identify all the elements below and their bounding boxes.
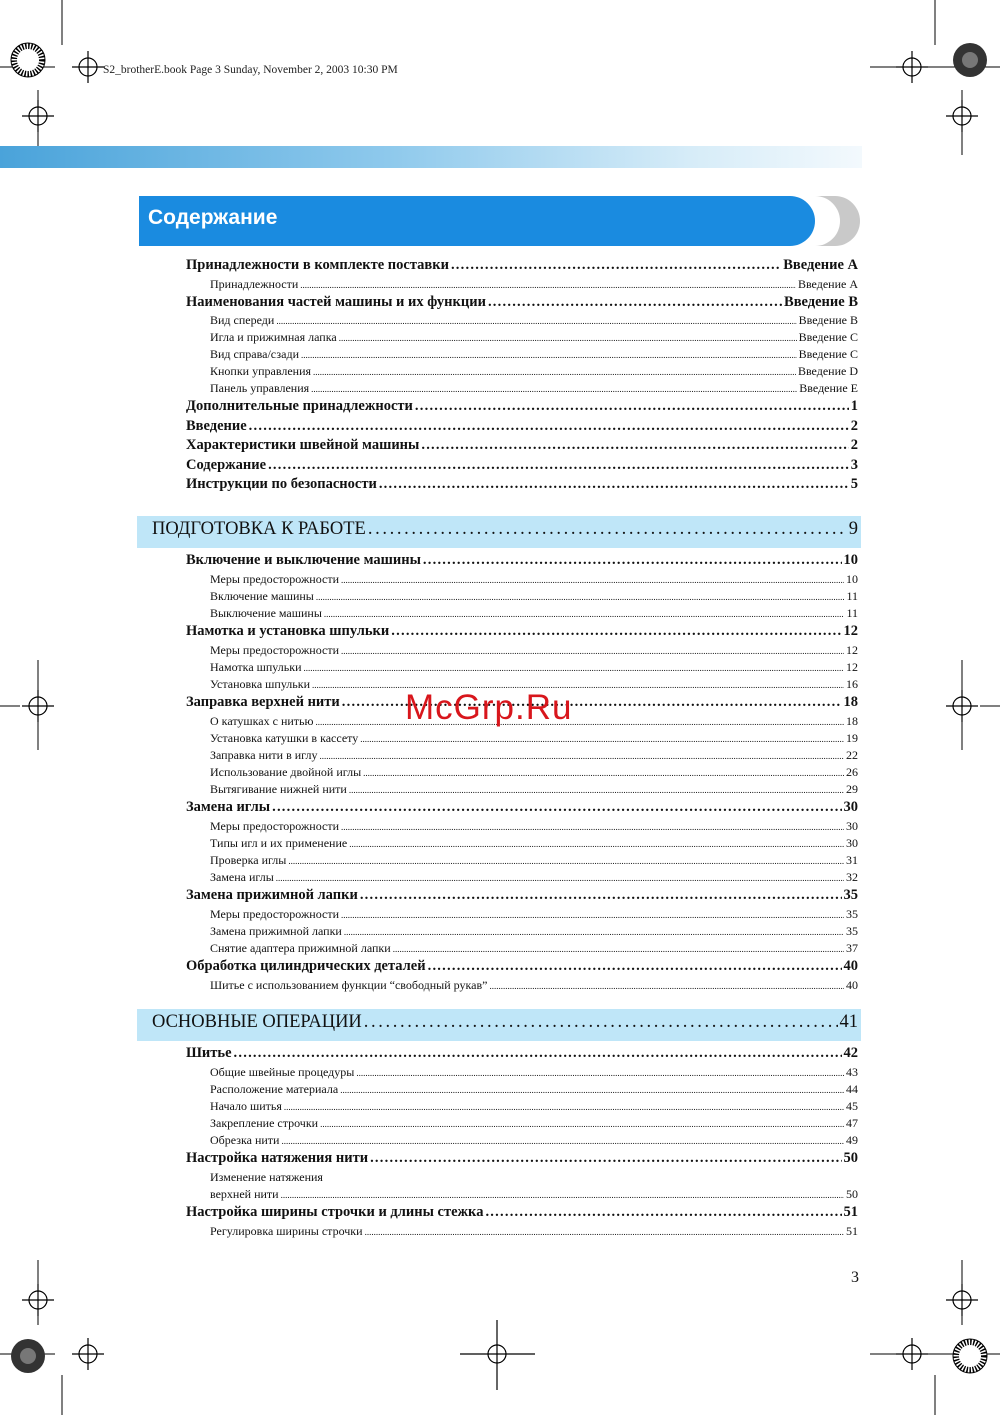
toc-entry-page: 35 bbox=[843, 887, 858, 903]
toc-entry[interactable] bbox=[186, 799, 858, 819]
toc-entry-page: 42 bbox=[843, 1045, 858, 1061]
toc-leader-dots bbox=[368, 519, 847, 540]
toc-entry-page: 35 bbox=[846, 924, 858, 938]
toc-subentry[interactable] bbox=[210, 277, 858, 294]
toc-entry-page: 51 bbox=[843, 1204, 858, 1220]
toc-entry-label: Замена иглы bbox=[186, 799, 271, 815]
toc-entry-page: 31 bbox=[846, 853, 858, 867]
toc-leader-dots bbox=[391, 623, 841, 640]
toc-entry-page: Введение C bbox=[798, 330, 858, 344]
toc-entry-label: Дополнительные принадлежности bbox=[186, 398, 413, 414]
toc-leader-dots bbox=[339, 330, 797, 345]
toc-leader-dots bbox=[341, 572, 844, 587]
toc-entry-label: Начало шитья bbox=[210, 1099, 282, 1113]
toc-entry-page: 51 bbox=[846, 1224, 858, 1238]
toc-subentry[interactable] bbox=[210, 347, 858, 364]
toc-subentry[interactable] bbox=[210, 1187, 858, 1204]
toc-entry-label: Выключение машины bbox=[210, 606, 322, 620]
toc-entry-label: Вытягивание нижней нити bbox=[210, 782, 347, 796]
toc-subentry[interactable] bbox=[210, 870, 858, 887]
toc-entry-page: 50 bbox=[846, 1187, 858, 1201]
toc-entry-page: 44 bbox=[846, 1082, 858, 1096]
toc-entry-page: Введение C bbox=[798, 347, 858, 361]
toc-entry-label: Принадлежности в комплекте поставки bbox=[186, 257, 449, 273]
toc-subentry[interactable] bbox=[210, 313, 858, 330]
toc-leader-dots bbox=[313, 364, 796, 379]
toc-entry-label: ПОДГОТОВКА К РАБОТЕ bbox=[152, 519, 366, 539]
toc-entry-label: Расположение материала bbox=[210, 1082, 339, 1096]
toc-entry[interactable] bbox=[186, 418, 858, 438]
toc-entry[interactable] bbox=[186, 457, 858, 477]
toc-entry-page: 37 bbox=[846, 941, 858, 955]
toc-leader-dots bbox=[300, 277, 796, 292]
toc-subentry[interactable] bbox=[210, 1099, 858, 1116]
toc-entry-page: 50 bbox=[843, 1150, 858, 1166]
toc-entry[interactable] bbox=[186, 294, 858, 314]
toc-leader-dots bbox=[340, 1082, 844, 1097]
toc-entry-page: 10 bbox=[843, 552, 858, 568]
toc-leader-dots bbox=[488, 294, 782, 311]
toc-entry-label: Настройка ширины строчки и длины стежка bbox=[186, 1204, 484, 1220]
toc-entry-page: 40 bbox=[843, 958, 858, 974]
toc-entry-page: 43 bbox=[846, 1065, 858, 1079]
toc-entry[interactable] bbox=[186, 552, 858, 572]
toc-entry-page: 19 bbox=[846, 731, 858, 745]
toc-entry-label: Замена прижимной лапки bbox=[210, 924, 342, 938]
toc-entry-page: Введение D bbox=[797, 364, 858, 378]
toc-entry[interactable] bbox=[186, 623, 858, 643]
toc-subentry[interactable] bbox=[210, 572, 858, 589]
toc-entry-label: Замена иглы bbox=[210, 870, 274, 884]
toc-subentry[interactable] bbox=[210, 941, 858, 958]
toc-entry[interactable] bbox=[186, 1204, 858, 1224]
toc-leader-dots bbox=[428, 958, 842, 975]
toc-entry-page: 29 bbox=[846, 782, 858, 796]
toc-leader-dots bbox=[341, 643, 844, 658]
toc-leader-dots bbox=[349, 836, 844, 851]
toc-entry-label: Шитье bbox=[186, 1045, 232, 1061]
toc-subentry[interactable] bbox=[210, 1065, 858, 1082]
toc-entry-label: Вид спереди bbox=[210, 313, 275, 327]
toc-subentry[interactable] bbox=[210, 606, 858, 623]
toc-entry[interactable] bbox=[186, 958, 858, 978]
toc-leader-dots bbox=[268, 457, 849, 474]
toc-leader-dots bbox=[370, 1150, 841, 1167]
toc-entry-label: Типы игл и их применение bbox=[210, 836, 348, 850]
toc-leader-dots bbox=[284, 1099, 844, 1114]
toc-subentry[interactable] bbox=[210, 330, 858, 347]
toc-entry-label: ОСНОВНЫЕ ОПЕРАЦИИ bbox=[152, 1012, 362, 1032]
toc-entry[interactable] bbox=[186, 476, 858, 496]
toc-leader-dots bbox=[234, 1045, 842, 1062]
toc-entry-label: Шитье с использованием функции “свободный рукав” bbox=[210, 978, 488, 992]
toc-entry[interactable] bbox=[186, 1045, 858, 1065]
toc-entry-page: Введение B bbox=[784, 293, 858, 310]
toc-entry-page: 11 bbox=[846, 589, 858, 603]
toc-entry[interactable] bbox=[186, 1150, 858, 1170]
toc-entry-page: 40 bbox=[846, 978, 858, 992]
toc-entry-label: Настройка натяжения нити bbox=[186, 1150, 369, 1166]
toc-entry-label: Включение и выключение машины bbox=[186, 552, 421, 568]
toc-entry-label: Общие швейные процедуры bbox=[210, 1065, 355, 1079]
toc-subentry[interactable] bbox=[210, 1133, 858, 1150]
toc-entry-label: Обработка цилиндрических деталей bbox=[186, 958, 426, 974]
toc-subentry[interactable] bbox=[210, 1082, 858, 1099]
toc-entry-label: Меры предосторожности bbox=[210, 643, 340, 657]
toc-leader-dots bbox=[360, 887, 842, 904]
toc-section-heading[interactable] bbox=[152, 519, 858, 545]
toc-entry-page: 9 bbox=[848, 519, 858, 539]
toc-entry-page: 49 bbox=[846, 1133, 858, 1147]
toc-leader-dots bbox=[379, 476, 849, 493]
toc-entry-page: Введение A bbox=[797, 276, 858, 291]
toc-subentry[interactable] bbox=[210, 836, 858, 853]
toc-leader-dots bbox=[344, 924, 844, 939]
toc-entry-page: 12 bbox=[843, 623, 858, 639]
toc-leader-dots bbox=[363, 765, 844, 780]
toc-entry-page: 18 bbox=[846, 714, 858, 728]
toc-entry[interactable] bbox=[186, 257, 858, 277]
toc-entry-label: Меры предосторожности bbox=[210, 819, 340, 833]
watermark: McGrp.Ru bbox=[405, 688, 573, 727]
toc-entry-label: Установка шпульки bbox=[210, 677, 311, 691]
toc-leader-dots bbox=[301, 347, 797, 362]
toc-leader-dots bbox=[451, 257, 781, 274]
toc-leader-dots bbox=[276, 870, 844, 885]
toc-entry-page: 2 bbox=[850, 417, 858, 434]
toc-entry-page: 3 bbox=[850, 456, 858, 473]
toc-entry-label: О катушках с нитью bbox=[210, 714, 314, 728]
toc-entry-page: 5 bbox=[850, 476, 858, 492]
toc-entry-label: Замена прижимной лапки bbox=[186, 887, 358, 903]
toc-subentry[interactable] bbox=[210, 660, 858, 677]
toc-leader-dots bbox=[324, 606, 845, 621]
toc-leader-dots bbox=[356, 1065, 844, 1080]
toc-entry-label: Наименования частей машины и их функции bbox=[186, 293, 486, 310]
toc-leader-dots bbox=[281, 1187, 844, 1202]
toc-entry-page: 22 bbox=[846, 748, 858, 762]
toc-leader-dots bbox=[319, 748, 844, 763]
toc-entry-label: Изменение натяжения bbox=[210, 1170, 323, 1184]
toc-entry-page: 18 bbox=[843, 694, 858, 710]
toc-entry-label: Принадлежности bbox=[210, 276, 299, 291]
toc-subentry[interactable] bbox=[210, 853, 858, 870]
toc-entry-label: Снятие адаптера прижимной лапки bbox=[210, 941, 391, 955]
toc-entry-page: 41 bbox=[839, 1012, 858, 1032]
toc-entry-page: 30 bbox=[843, 799, 858, 815]
toc-entry-label: Вид справа/сзади bbox=[210, 347, 299, 361]
toc-leader-dots bbox=[320, 1116, 844, 1131]
toc-leader-dots bbox=[415, 398, 849, 415]
toc-leader-dots bbox=[349, 782, 844, 797]
toc-subentry[interactable] bbox=[210, 589, 858, 606]
toc-entry-page: 30 bbox=[846, 836, 858, 850]
toc-leader-dots bbox=[288, 853, 844, 868]
toc-leader-dots bbox=[312, 677, 844, 692]
toc-subentry[interactable] bbox=[210, 782, 858, 799]
toc-subentry[interactable] bbox=[210, 1170, 858, 1187]
print-info-header: S2_brotherE.book Page 3 Sunday, November 2, 2003 10:30 PM bbox=[103, 64, 398, 76]
toc-entry[interactable] bbox=[186, 398, 858, 418]
toc-entry-page: 26 bbox=[846, 765, 858, 779]
toc-entry-label: Меры предосторожности bbox=[210, 907, 340, 921]
toc-subentry[interactable] bbox=[210, 907, 858, 924]
toc-subentry[interactable] bbox=[210, 731, 858, 748]
toc-leader-dots bbox=[316, 589, 845, 604]
toc-leader-dots bbox=[421, 437, 848, 454]
toc-leader-dots bbox=[341, 819, 844, 834]
toc-entry-page: 1 bbox=[850, 398, 858, 414]
toc-entry-page: 30 bbox=[846, 819, 858, 833]
toc-leader-dots bbox=[276, 313, 796, 328]
toc-entry-page: 32 bbox=[846, 870, 858, 884]
toc-entry-label: Использование двойной иглы bbox=[210, 765, 362, 779]
page-title: Содержание bbox=[148, 206, 278, 229]
toc-entry-label: Проверка иглы bbox=[210, 853, 287, 867]
toc-leader-dots bbox=[341, 907, 844, 922]
toc-subentry[interactable] bbox=[210, 1116, 858, 1133]
toc-subentry[interactable] bbox=[210, 364, 858, 381]
toc-section-heading[interactable] bbox=[152, 1012, 858, 1038]
toc-entry-page: 47 bbox=[846, 1116, 858, 1130]
toc-entry-label: Введение bbox=[186, 417, 247, 434]
toc-leader-dots bbox=[304, 660, 845, 675]
toc-entry-label: Включение машины bbox=[210, 589, 314, 603]
toc-leader-dots bbox=[311, 381, 797, 396]
toc-entry-label: Кнопки управления bbox=[210, 364, 312, 378]
toc-subentry[interactable] bbox=[210, 978, 858, 995]
toc-entry-label: Инструкции по безопасности bbox=[186, 476, 377, 492]
page-number: 3 bbox=[851, 1269, 859, 1286]
toc-subentry[interactable] bbox=[210, 748, 858, 765]
toc-subentry[interactable] bbox=[210, 381, 858, 398]
toc-leader-dots bbox=[393, 941, 844, 956]
toc-entry-label: Игла и прижимная лапка bbox=[210, 330, 337, 344]
toc-entry-page: Введение E bbox=[799, 381, 858, 395]
toc-entry-label: Намотка и установка шпульки bbox=[186, 623, 390, 639]
toc-entry-label: Заправка верхней нити bbox=[186, 694, 340, 710]
toc-leader-dots bbox=[249, 418, 849, 435]
toc-subentry[interactable] bbox=[210, 819, 858, 836]
toc-leader-dots bbox=[360, 731, 844, 746]
toc-entry-label: Закрепление строчки bbox=[210, 1116, 319, 1130]
toc-leader-dots bbox=[423, 552, 842, 569]
header-stripe bbox=[0, 146, 862, 168]
toc-subentry[interactable] bbox=[210, 1224, 858, 1241]
toc-leader-dots bbox=[489, 978, 844, 993]
toc-entry-label: Панель управления bbox=[210, 381, 310, 395]
toc-subentry[interactable] bbox=[210, 643, 858, 660]
toc-entry-label: Намотка шпульки bbox=[210, 660, 302, 674]
toc-entry-page: 11 bbox=[846, 606, 858, 620]
toc-leader-dots bbox=[281, 1133, 844, 1148]
toc-entry-label: Обрезка нити bbox=[210, 1133, 280, 1147]
toc-entry[interactable] bbox=[186, 887, 858, 907]
toc-leader-dots bbox=[272, 799, 841, 816]
toc-entry-page: 16 bbox=[846, 677, 858, 691]
toc-leader-dots bbox=[365, 1224, 844, 1239]
toc-entry-page: Введение A bbox=[783, 257, 858, 273]
toc-leader-dots bbox=[364, 1012, 838, 1033]
toc-leader-dots bbox=[485, 1204, 841, 1221]
toc-entry-label: Характеристики швейной машины bbox=[186, 437, 420, 453]
toc-entry[interactable] bbox=[186, 437, 858, 457]
toc-entry-label: Меры предосторожности bbox=[210, 572, 340, 586]
toc-entry-label: Заправка нити в иглу bbox=[210, 748, 318, 762]
toc-entry-label: Содержание bbox=[186, 456, 267, 473]
toc-entry-label: Установка катушки в кассету bbox=[210, 731, 359, 745]
toc-entry-page: 35 bbox=[846, 907, 858, 921]
toc-entry-page: 12 bbox=[846, 643, 858, 657]
toc-entry-page: 2 bbox=[850, 437, 858, 453]
toc-entry-label: верхней нити bbox=[210, 1187, 279, 1201]
toc-entry-page: Введение B bbox=[798, 313, 858, 327]
toc-leader-dots bbox=[315, 714, 844, 729]
toc-subentry[interactable] bbox=[210, 765, 858, 782]
toc-entry-page: 45 bbox=[846, 1099, 858, 1113]
toc-entry-page: 12 bbox=[846, 660, 858, 674]
toc-subentry[interactable] bbox=[210, 924, 858, 941]
toc-entry-page: 10 bbox=[846, 572, 858, 586]
toc-entry-label: Регулировка ширины строчки bbox=[210, 1224, 363, 1238]
